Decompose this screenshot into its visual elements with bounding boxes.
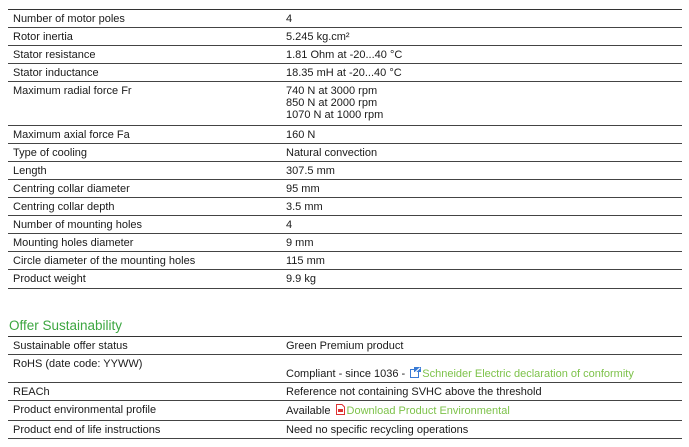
- spec-value: [286, 85, 383, 121]
- section-title-offer-sustainability: Offer Sustainability: [9, 318, 123, 333]
- spec-label: Circle diameter of the mounting holes: [13, 255, 196, 267]
- sustainability-label: Product environmental profile: [13, 404, 157, 416]
- spec-row: [8, 270, 682, 289]
- spec-row: [8, 10, 682, 28]
- spec-label: Maximum axial force Fa: [13, 129, 130, 141]
- spec-label: Centring collar diameter: [13, 183, 130, 195]
- spec-value-line: 1070 N at 1000 rpm: [286, 109, 384, 121]
- spec-label: Product weight: [13, 273, 86, 285]
- sustainability-value: Need no specific recycling operations: [286, 424, 469, 436]
- sustainability-row: [8, 337, 682, 355]
- sustainability-table: [8, 336, 682, 439]
- spec-label: Mounting holes diameter: [13, 237, 134, 249]
- spec-label: Type of cooling: [13, 147, 87, 159]
- spec-row: [8, 126, 682, 144]
- sustainability-row: [8, 383, 682, 401]
- spec-value: 95 mm: [286, 183, 320, 195]
- pdf-icon[interactable]: [336, 404, 345, 415]
- spec-value: 115 mm: [286, 255, 325, 267]
- spec-row: [8, 82, 682, 126]
- spec-value: 1.81 Ohm at -20...40 °C: [286, 49, 403, 61]
- sustainability-label: REACh: [13, 386, 50, 398]
- sustainability-row: [8, 421, 682, 439]
- spec-row: [8, 252, 682, 270]
- sustainability-label: Product end of life instructions: [13, 424, 161, 436]
- spec-value: 4: [286, 219, 293, 231]
- spec-label: Rotor inertia: [13, 31, 73, 43]
- spec-value: 9 mm: [286, 237, 314, 249]
- sustainability-value: [286, 367, 634, 381]
- spec-value-line: 850 N at 2000 rpm: [286, 97, 378, 109]
- spec-row: [8, 198, 682, 216]
- spec-row: [8, 234, 682, 252]
- spec-value-line: 740 N at 3000 rpm: [286, 85, 378, 97]
- spec-row: [8, 216, 682, 234]
- spec-label: Centring collar depth: [13, 201, 115, 213]
- spec-value: 3.5 mm: [286, 201, 323, 213]
- sustainability-label: RoHS (date code: YYWW): [13, 358, 143, 370]
- sustainability-value: [286, 404, 510, 418]
- spec-value: 5.245 kg.cm²: [286, 31, 350, 43]
- spec-value: 4: [286, 13, 293, 25]
- spec-value: 18.35 mH at -20...40 °C: [286, 67, 402, 79]
- sustainability-value: Green Premium product: [286, 340, 404, 352]
- spec-row: [8, 144, 682, 162]
- spec-value: Natural convection: [286, 147, 378, 159]
- spec-label: Stator inductance: [13, 67, 99, 79]
- spec-row: [8, 28, 682, 46]
- sustainability-value: Reference not containing SVHC above the threshold: [286, 386, 542, 398]
- availability-text: Available: [286, 405, 331, 417]
- specifications-table: [8, 9, 682, 289]
- sustainability-row: [8, 355, 682, 383]
- spec-row: [8, 64, 682, 82]
- spec-label: Number of mounting holes: [13, 219, 143, 231]
- rohs-status-text: Compliant - since 1036 -: [286, 368, 406, 380]
- download-environmental-profile-link[interactable]: Download Product Environmental: [346, 405, 510, 417]
- spec-row: [8, 162, 682, 180]
- external-link-icon[interactable]: [410, 367, 421, 378]
- declaration-of-conformity-link[interactable]: Schneider Electric declaration of conformity: [422, 368, 634, 380]
- spec-value: 307.5 mm: [286, 165, 335, 177]
- spec-label: Number of motor poles: [13, 13, 125, 25]
- sustainability-row: [8, 401, 682, 421]
- spec-row: [8, 180, 682, 198]
- spec-label: Maximum radial force Fr: [13, 85, 132, 97]
- spec-value: 160 N: [286, 129, 316, 141]
- spec-value: 9.9 kg: [286, 273, 316, 285]
- spec-label: Stator resistance: [13, 49, 96, 61]
- sustainability-label: Sustainable offer status: [13, 340, 128, 352]
- spec-row: [8, 46, 682, 64]
- spec-label: Length: [13, 165, 47, 177]
